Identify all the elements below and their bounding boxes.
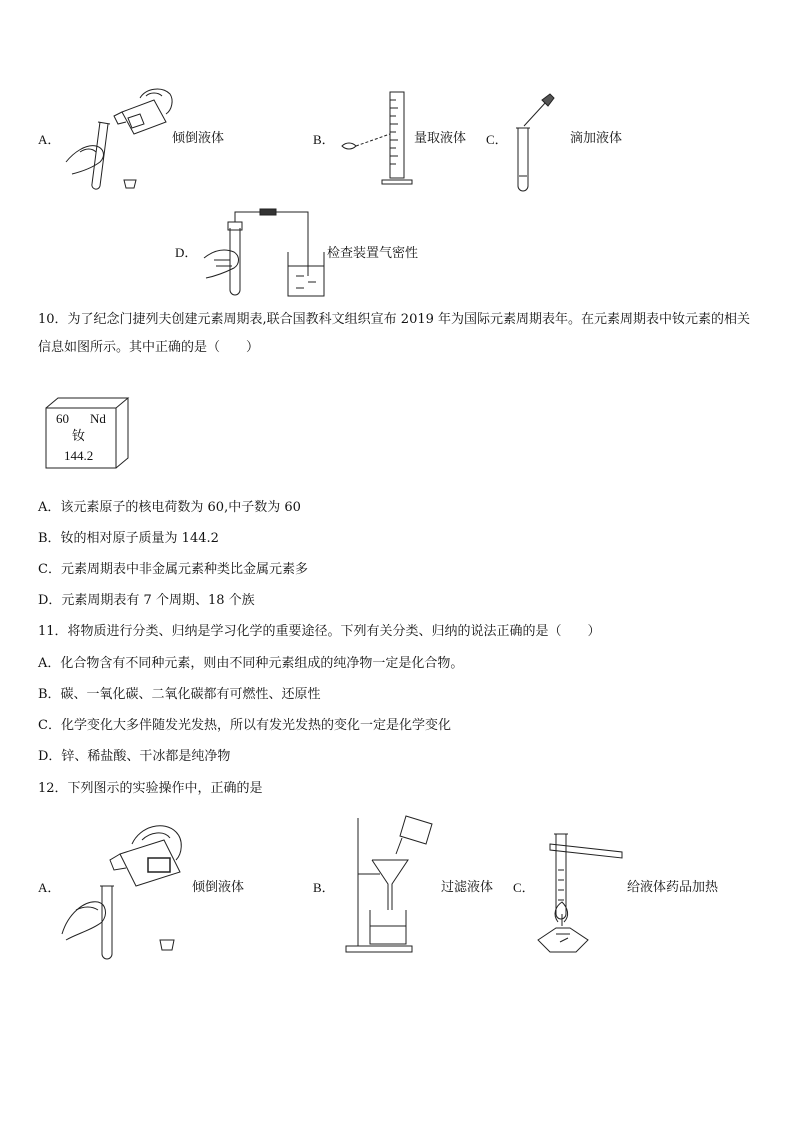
q10-stem: 10．为了纪念门捷列夫创建元素周期表,联合国教科文组织宣布 2019 年为国际元素周期表年。在元素周期表中钕元素的相关信息如图所示。其中正确的是（ ）	[38, 312, 751, 355]
q12-option-a-label: 倾倒液体	[192, 880, 245, 895]
q9-option-b-letter: B．	[313, 132, 335, 147]
element-atomic-number: 60	[56, 411, 69, 426]
q12-option-c-letter: C．	[513, 880, 535, 895]
q11-stem: 11．将物质进行分类、归纳是学习化学的重要途径。下列有关分类、归纳的说法正确的是（ ）	[38, 624, 601, 639]
element-card-neodymium	[46, 398, 128, 468]
q9-option-a-letter: A．	[38, 132, 61, 147]
q10-option-b: B．钕的相对原子质量为 144.2	[38, 531, 219, 546]
q12-heating-illustration	[536, 830, 628, 954]
q11-option-c: C．化学变化大多伴随发光发热，所以有发光发热的变化一定是化学变化	[38, 718, 451, 733]
q11-option-b: B．碳、一氧化碳、二氧化碳都有可燃性、还原性	[38, 687, 321, 702]
q11-option-d: D．锌、稀盐酸、干冰都是纯净物	[38, 749, 231, 764]
q12-option-b-letter: B．	[313, 880, 335, 895]
q12-option-c-label: 给液体药品加热	[627, 880, 719, 895]
q9-option-a-label: 倾倒液体	[172, 131, 225, 146]
element-symbol: Nd	[90, 411, 106, 426]
q9-option-b-label: 量取液体	[414, 131, 467, 146]
q12-option-a-letter: A．	[38, 880, 61, 895]
q9-measuring-cylinder-illustration	[338, 90, 418, 188]
q11-option-a: A．化合物含有不同种元素，则由不同种元素组成的纯净物一定是化合物。	[38, 656, 464, 671]
q9-airtightness-illustration	[200, 206, 330, 298]
q10-option-d: D．元素周期表有 7 个周期、18 个族	[38, 593, 255, 608]
q12-stem: 12．下列图示的实验操作中，正确的是	[38, 781, 263, 796]
element-name: 钕	[72, 429, 86, 444]
q9-dropper-illustration	[510, 92, 560, 194]
q9-option-c-letter: C．	[486, 132, 508, 147]
q12-option-b-label: 过滤液体	[441, 880, 494, 895]
q9-option-c-label: 滴加液体	[570, 131, 623, 146]
element-atomic-mass: 144.2	[64, 448, 94, 463]
q10-option-a: A．该元素原子的核电荷数为 60,中子数为 60	[38, 500, 301, 515]
q12-pour-liquid-illustration	[60, 814, 200, 962]
q9-pour-liquid-illustration	[62, 82, 182, 194]
q12-filtration-illustration	[340, 814, 440, 956]
q9-option-d-letter: D．	[175, 245, 198, 260]
q9-option-d-label: 检查装置气密性	[327, 246, 419, 261]
q10-option-c: C．元素周期表中非金属元素种类比金属元素多	[38, 562, 308, 577]
